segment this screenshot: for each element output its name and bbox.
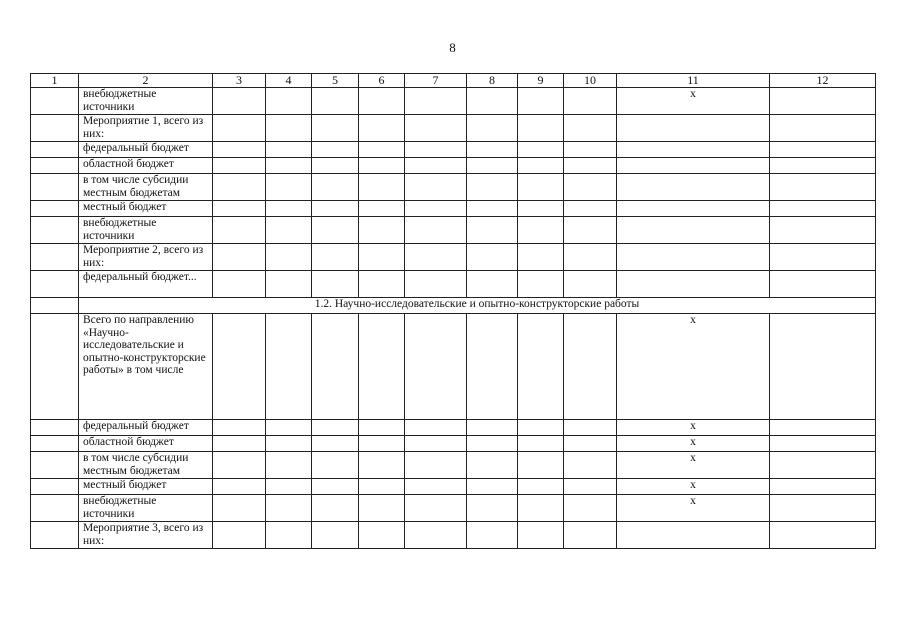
empty-cell	[405, 217, 467, 244]
empty-cell	[467, 158, 518, 174]
column-header: 5	[312, 74, 359, 88]
empty-cell	[213, 452, 266, 479]
empty-cell	[518, 88, 564, 115]
empty-cell	[518, 271, 564, 298]
empty-cell	[31, 115, 79, 142]
mark-cell: х	[617, 436, 770, 452]
empty-cell	[213, 314, 266, 420]
mark-cell	[617, 244, 770, 271]
empty-cell	[31, 420, 79, 436]
empty-cell	[770, 314, 876, 420]
empty-cell	[405, 244, 467, 271]
empty-cell	[770, 495, 876, 522]
empty-cell	[518, 217, 564, 244]
empty-cell	[213, 88, 266, 115]
table-row	[31, 158, 876, 174]
table-row	[31, 115, 876, 142]
empty-cell	[467, 174, 518, 201]
row-label: Мероприятие 2, всего из них:	[79, 244, 213, 271]
mark-cell: х	[617, 479, 770, 495]
empty-cell	[359, 522, 405, 549]
empty-cell	[359, 271, 405, 298]
empty-cell	[213, 522, 266, 549]
empty-cell	[266, 452, 312, 479]
empty-cell	[405, 314, 467, 420]
empty-cell	[405, 158, 467, 174]
empty-cell	[213, 495, 266, 522]
empty-cell	[564, 495, 617, 522]
column-header: 3	[213, 74, 266, 88]
empty-cell	[518, 115, 564, 142]
column-header: 8	[467, 74, 518, 88]
empty-cell	[770, 158, 876, 174]
empty-cell	[31, 244, 79, 271]
empty-cell	[518, 174, 564, 201]
mark-cell	[617, 201, 770, 217]
empty-cell	[359, 201, 405, 217]
empty-cell	[564, 479, 617, 495]
empty-cell	[770, 244, 876, 271]
empty-cell	[564, 271, 617, 298]
column-header: 6	[359, 74, 405, 88]
empty-cell	[31, 174, 79, 201]
table-row	[31, 479, 876, 495]
row-label: внебюджетные источники	[79, 217, 213, 244]
row-label: Мероприятие 1, всего из них:	[79, 115, 213, 142]
empty-cell	[564, 217, 617, 244]
empty-cell	[312, 436, 359, 452]
empty-cell	[359, 174, 405, 201]
empty-cell	[518, 420, 564, 436]
empty-cell	[564, 201, 617, 217]
empty-cell	[467, 522, 518, 549]
empty-cell	[467, 479, 518, 495]
column-header: 2	[79, 74, 213, 88]
column-header: 10	[564, 74, 617, 88]
mark-cell	[617, 142, 770, 158]
empty-cell	[405, 479, 467, 495]
empty-cell	[266, 495, 312, 522]
empty-cell	[266, 271, 312, 298]
empty-cell	[770, 217, 876, 244]
empty-cell	[405, 452, 467, 479]
empty-cell	[213, 271, 266, 298]
empty-cell	[564, 522, 617, 549]
empty-cell	[213, 158, 266, 174]
empty-cell	[770, 201, 876, 217]
empty-cell	[359, 88, 405, 115]
empty-cell	[359, 244, 405, 271]
empty-cell	[266, 142, 312, 158]
empty-cell	[770, 142, 876, 158]
empty-cell	[31, 201, 79, 217]
row-label: внебюджетные источники	[79, 88, 213, 115]
empty-cell	[359, 452, 405, 479]
row-label: Мероприятие 3, всего из них:	[79, 522, 213, 549]
empty-cell	[312, 495, 359, 522]
empty-cell	[467, 115, 518, 142]
empty-cell	[564, 452, 617, 479]
empty-cell	[467, 88, 518, 115]
empty-cell	[312, 522, 359, 549]
empty-cell	[467, 314, 518, 420]
table-row	[31, 201, 876, 217]
column-header: 7	[405, 74, 467, 88]
empty-cell	[405, 436, 467, 452]
empty-cell	[467, 495, 518, 522]
table-row	[31, 88, 876, 115]
empty-cell	[312, 452, 359, 479]
mark-cell	[617, 158, 770, 174]
row-label: федеральный бюджет...	[79, 271, 213, 298]
empty-cell	[31, 522, 79, 549]
empty-cell	[359, 420, 405, 436]
empty-cell	[213, 142, 266, 158]
empty-cell	[312, 115, 359, 142]
section-row	[31, 298, 876, 314]
mark-cell	[617, 115, 770, 142]
row-label: областной бюджет	[79, 158, 213, 174]
empty-cell	[467, 142, 518, 158]
empty-cell	[31, 217, 79, 244]
empty-cell	[312, 244, 359, 271]
empty-cell	[31, 495, 79, 522]
empty-cell	[518, 522, 564, 549]
empty-cell	[770, 115, 876, 142]
column-header: 4	[266, 74, 312, 88]
row-label: внебюджетные источники	[79, 495, 213, 522]
empty-cell	[359, 217, 405, 244]
empty-cell	[770, 88, 876, 115]
empty-cell	[31, 158, 79, 174]
empty-cell	[213, 115, 266, 142]
empty-cell	[405, 522, 467, 549]
mark-cell: х	[617, 314, 770, 420]
empty-cell	[31, 452, 79, 479]
row-label: в том числе субсидии местным бюджетам	[79, 452, 213, 479]
empty-cell	[405, 271, 467, 298]
empty-cell	[266, 174, 312, 201]
table-row	[31, 452, 876, 479]
mark-cell	[617, 522, 770, 549]
mark-cell: х	[617, 88, 770, 115]
empty-cell	[266, 158, 312, 174]
header-row	[31, 74, 876, 88]
table-row	[31, 420, 876, 436]
page-number: 8	[449, 40, 456, 55]
row-label: Всего по направлению «Научно-исследовательские и опытно-конструкторские работы» в том числе	[79, 314, 213, 420]
empty-cell	[518, 158, 564, 174]
empty-cell	[312, 201, 359, 217]
empty-cell	[312, 174, 359, 201]
empty-cell	[564, 244, 617, 271]
empty-cell	[359, 314, 405, 420]
empty-cell	[564, 314, 617, 420]
mark-cell: х	[617, 495, 770, 522]
row-label: федеральный бюджет	[79, 142, 213, 158]
row-label: местный бюджет	[79, 201, 213, 217]
empty-cell	[266, 88, 312, 115]
mark-cell	[617, 174, 770, 201]
empty-cell	[312, 88, 359, 115]
empty-cell	[405, 142, 467, 158]
table-row	[31, 522, 876, 549]
table-row	[31, 244, 876, 271]
empty-cell	[312, 479, 359, 495]
bottom-rows	[31, 314, 876, 549]
empty-cell	[405, 115, 467, 142]
empty-cell	[266, 420, 312, 436]
table-row	[31, 271, 876, 298]
empty-cell	[770, 271, 876, 298]
mark-cell	[617, 217, 770, 244]
empty-cell	[31, 436, 79, 452]
empty-cell	[31, 479, 79, 495]
empty-cell	[770, 479, 876, 495]
empty-cell	[359, 158, 405, 174]
empty-cell	[266, 244, 312, 271]
empty-cell	[31, 142, 79, 158]
empty-cell	[213, 201, 266, 217]
empty-cell	[518, 244, 564, 271]
section-title: 1.2. Научно-исследовательские и опытно-конструкторские работы	[79, 298, 876, 314]
table-row	[31, 436, 876, 452]
empty-cell	[564, 158, 617, 174]
mark-cell: х	[617, 452, 770, 479]
empty-cell	[266, 479, 312, 495]
empty-cell	[467, 201, 518, 217]
empty-cell	[359, 115, 405, 142]
empty-cell	[518, 479, 564, 495]
empty-cell	[518, 436, 564, 452]
empty-cell	[213, 420, 266, 436]
empty-cell	[31, 314, 79, 420]
empty-cell	[213, 479, 266, 495]
empty-cell	[405, 495, 467, 522]
row-label: местный бюджет	[79, 479, 213, 495]
top-rows	[31, 88, 876, 298]
empty-cell	[518, 452, 564, 479]
empty-cell	[213, 244, 266, 271]
empty-cell	[564, 436, 617, 452]
empty-cell	[312, 142, 359, 158]
empty-cell	[467, 452, 518, 479]
empty-cell	[31, 271, 79, 298]
mark-cell	[617, 271, 770, 298]
table-row	[31, 495, 876, 522]
row-label: в том числе субсидии местным бюджетам	[79, 174, 213, 201]
empty-cell	[518, 314, 564, 420]
empty-cell	[359, 495, 405, 522]
row-label: федеральный бюджет	[79, 420, 213, 436]
empty-cell	[467, 271, 518, 298]
table-row	[31, 217, 876, 244]
empty-cell	[266, 201, 312, 217]
table-row	[31, 174, 876, 201]
empty-cell	[213, 174, 266, 201]
empty-cell	[564, 174, 617, 201]
empty-cell	[405, 420, 467, 436]
empty-cell	[312, 271, 359, 298]
empty-cell	[266, 314, 312, 420]
table-row	[31, 314, 876, 420]
empty-cell	[312, 314, 359, 420]
empty-cell	[405, 88, 467, 115]
empty-cell	[564, 115, 617, 142]
empty-cell	[467, 436, 518, 452]
empty-cell	[312, 217, 359, 244]
empty-cell	[770, 522, 876, 549]
empty-cell	[770, 174, 876, 201]
empty-cell	[312, 420, 359, 436]
empty-cell	[266, 522, 312, 549]
empty-cell	[359, 436, 405, 452]
empty-cell	[31, 298, 79, 314]
empty-cell	[312, 158, 359, 174]
empty-cell	[213, 217, 266, 244]
empty-cell	[467, 244, 518, 271]
empty-cell	[266, 217, 312, 244]
empty-cell	[564, 420, 617, 436]
empty-cell	[359, 142, 405, 158]
empty-cell	[518, 201, 564, 217]
empty-cell	[405, 174, 467, 201]
empty-cell	[770, 436, 876, 452]
empty-cell	[359, 479, 405, 495]
table-row	[31, 142, 876, 158]
column-header: 9	[518, 74, 564, 88]
empty-cell	[405, 201, 467, 217]
column-header: 11	[617, 74, 770, 88]
column-header: 1	[31, 74, 79, 88]
empty-cell	[770, 452, 876, 479]
budget-table	[30, 73, 876, 549]
empty-cell	[31, 88, 79, 115]
empty-cell	[266, 436, 312, 452]
empty-cell	[518, 142, 564, 158]
column-header: 12	[770, 74, 876, 88]
row-label: областной бюджет	[79, 436, 213, 452]
empty-cell	[770, 420, 876, 436]
empty-cell	[467, 420, 518, 436]
empty-cell	[564, 142, 617, 158]
empty-cell	[564, 88, 617, 115]
empty-cell	[213, 436, 266, 452]
mark-cell: х	[617, 420, 770, 436]
empty-cell	[467, 217, 518, 244]
empty-cell	[266, 115, 312, 142]
empty-cell	[518, 495, 564, 522]
